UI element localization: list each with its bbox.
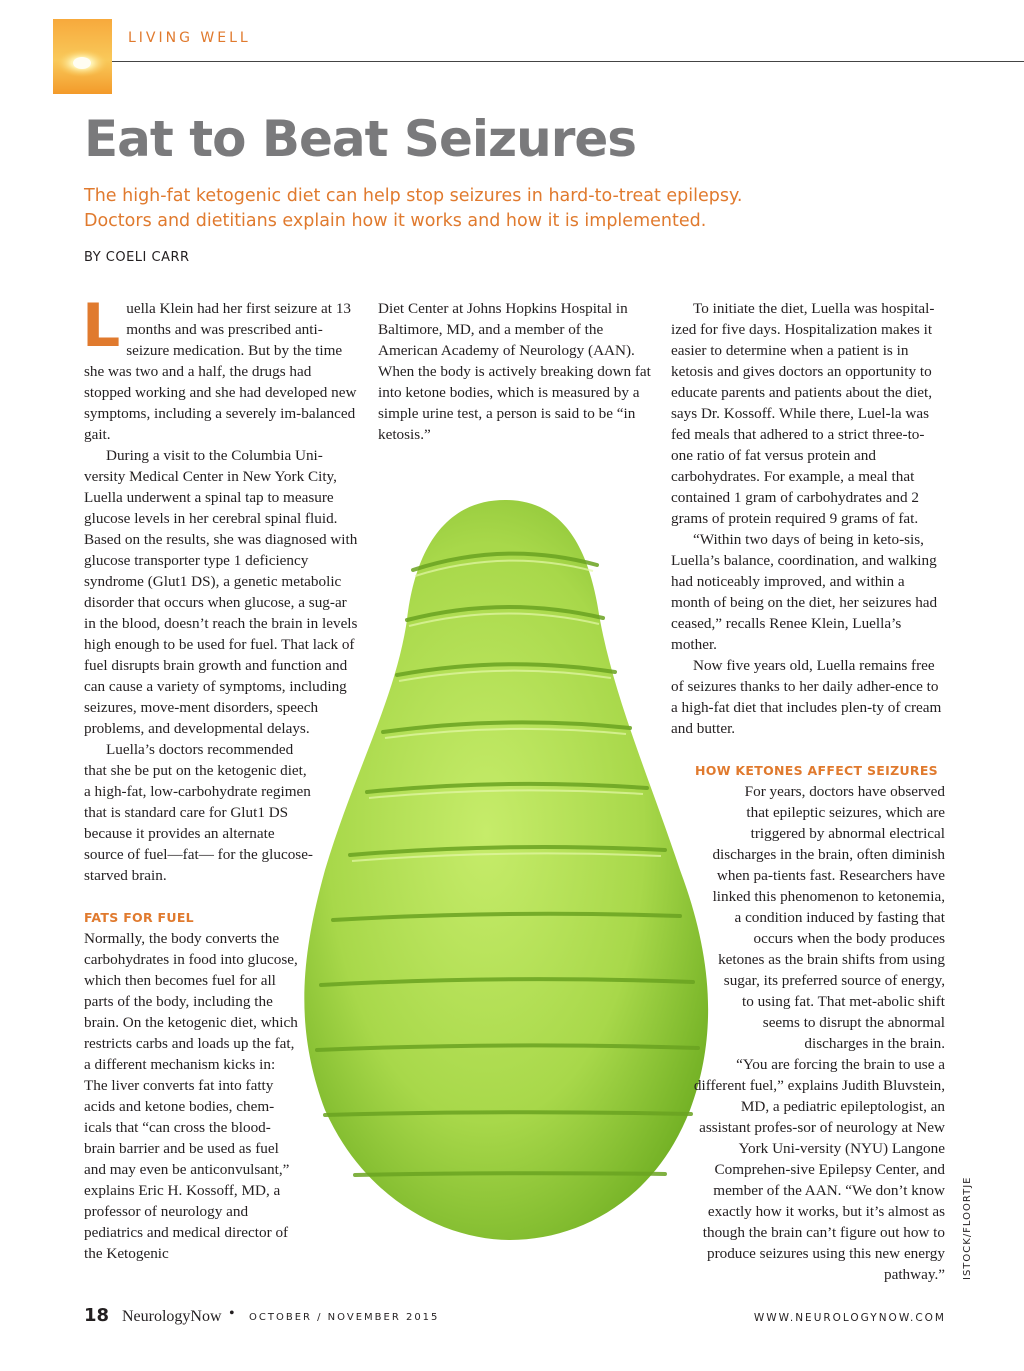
avocado-icon [295, 470, 715, 1250]
paragraph: “You are forcing the brain to use a different fuel,” explains Judith Bluvstein, MD, a pediatric epileptologist, an assistant profes-sor of neurology at New York Uni-versity (NYU) Langone Comprehen-sive Epilepsy Center, and member of the AAN. “We don’t know exactly how it works, but it’s almost as though the brain can’t figure out how to produce seizures using this new energy pathway.” [693, 1056, 945, 1283]
separator: • [229, 1305, 235, 1322]
issue-date: OCTOBER / NOVEMBER 2015 [249, 1312, 440, 1323]
paragraph: Normally, the body converts the carbohydrates in food into glucose, which then becomes fuel for all parts of the body, including the brain. On the ketogenic diet, which restricts carbs and loads up the fat, a different mechanism kicks in: The liver converts fat into fatty acids and ketone bodies, chem-icals that “can cross the blood-brain barrier and be used as fuel and may even be anticonvulsant,” explains Eric H. Kossoff, MD, a professor of neurology and pediatrics and medical director of the Ketogenic [84, 930, 298, 1262]
subhead-fats-for-fuel: FATS FOR FUEL [84, 910, 194, 925]
sun-icon [53, 19, 112, 94]
header-rule [112, 61, 1024, 62]
subhead-how-ketones-affect-seizures: HOW KETONES AFFECT SEIZURES [695, 763, 938, 778]
section-label: LIVING WELL [128, 30, 251, 46]
article-dek: The high-fat ketogenic diet can help stop seizures in hard-to-treat epilepsy. Doctors and dietitians explain how it works and how it is implemented. [84, 186, 743, 231]
website-link[interactable]: WWW.NEUROLOGYNOW.COM [753, 1312, 946, 1324]
paragraph: “Within two days of being in keto-sis, Luella’s balance, coordination, and walking had noticeably improved, and within a month of being on the diet, her seizures had ceased,” recalls Renee Klein, Luella’s mother. [671, 531, 938, 653]
paragraph: Now five years old, Luella remains free of seizures thanks to her daily adher-ence to a high-fat diet that includes plen-ty of cream and butter. [671, 657, 942, 737]
byline: BY COELI CARR [84, 250, 190, 265]
photo-credit: ISTOCK/FLOORTJE [962, 1176, 973, 1280]
paragraph: During a visit to the Columbia Uni-versity Medical Center in New York City, Luella underwent a spinal tap to measure glucose levels in her cerebral spinal fluid. Based on the results, she was diagnosed with glucose transporter type 1 deficiency syndrome (Glut1 DS), a genetic metabolic disorder that occurs when glucose, a sug-ar in the blood, doesn’t reach the brain in levels high enough to be used for fuel. That lack of fuel disrupts brain growth and function and can cause a variety of symptoms, including seizures, move-ment disorders, speech problems, and developmental delays. [84, 447, 358, 737]
article-column-1 [82, 291, 358, 1264]
article-column-3 [671, 298, 945, 1285]
paragraph: Diet Center at Johns Hopkins Hospital in Baltimore, MD, and a member of the American Academy of Neurology (AAN). When the body is actively breaking down fat into ketone bodies, which is measured by a simple urine test, a person is said to be “in ketosis.” [378, 300, 651, 443]
publication-name: NeurologyNow [122, 1308, 222, 1325]
article-column-2 [378, 298, 652, 445]
article-title: Eat to Beat Seizures [84, 110, 637, 168]
page-number: 18 [84, 1305, 110, 1326]
drop-cap: L [82, 291, 121, 361]
paragraph: To initiate the diet, Luella was hospital-ized for five days. Hospitalization makes it easier to determine when a patient is in ketosis and gives doctors an opportunity to educate parents and patients about the diet, says Dr. Kossoff. While there, Luel-la was fed meals that adhered to a strict three-to-one ratio of fat versus protein and carbohydrates. For example, a meal that contained 1 gram of carbohydrates and 2 grams of protein required 9 grams of fat. [671, 300, 935, 527]
section-logo [53, 19, 112, 94]
page-footer [84, 1305, 946, 1335]
paragraph: For years, doctors have observed that epileptic seizures, which are triggered by abnormal electrical discharges in the brain, often diminish when pa-tients fast. Researchers have linked this phenomenon to ketonemia, a condition induced by fasting that occurs when the body produces ketones as the brain shifts from using sugar, its preferred source of energy, to using fat. That met-abolic shift seems to disrupt the abnormal discharges in the brain. [712, 783, 945, 1052]
paragraph: Luella’s doctors recommended that she be put on the ketogenic diet, a high-fat, low-carbohydrate regimen that is standard care for Glut1 DS because it provides an alternate source of fuel—fat— for the glucose-starved brain. [84, 741, 313, 884]
paragraph: Luella Klein had her first seizure at 13 months and was prescribed anti-seizure medication. But by the time she was two and a half, the drugs had stopped working and she had developed new symptoms, including a severely im-balanced gait. [82, 291, 357, 443]
